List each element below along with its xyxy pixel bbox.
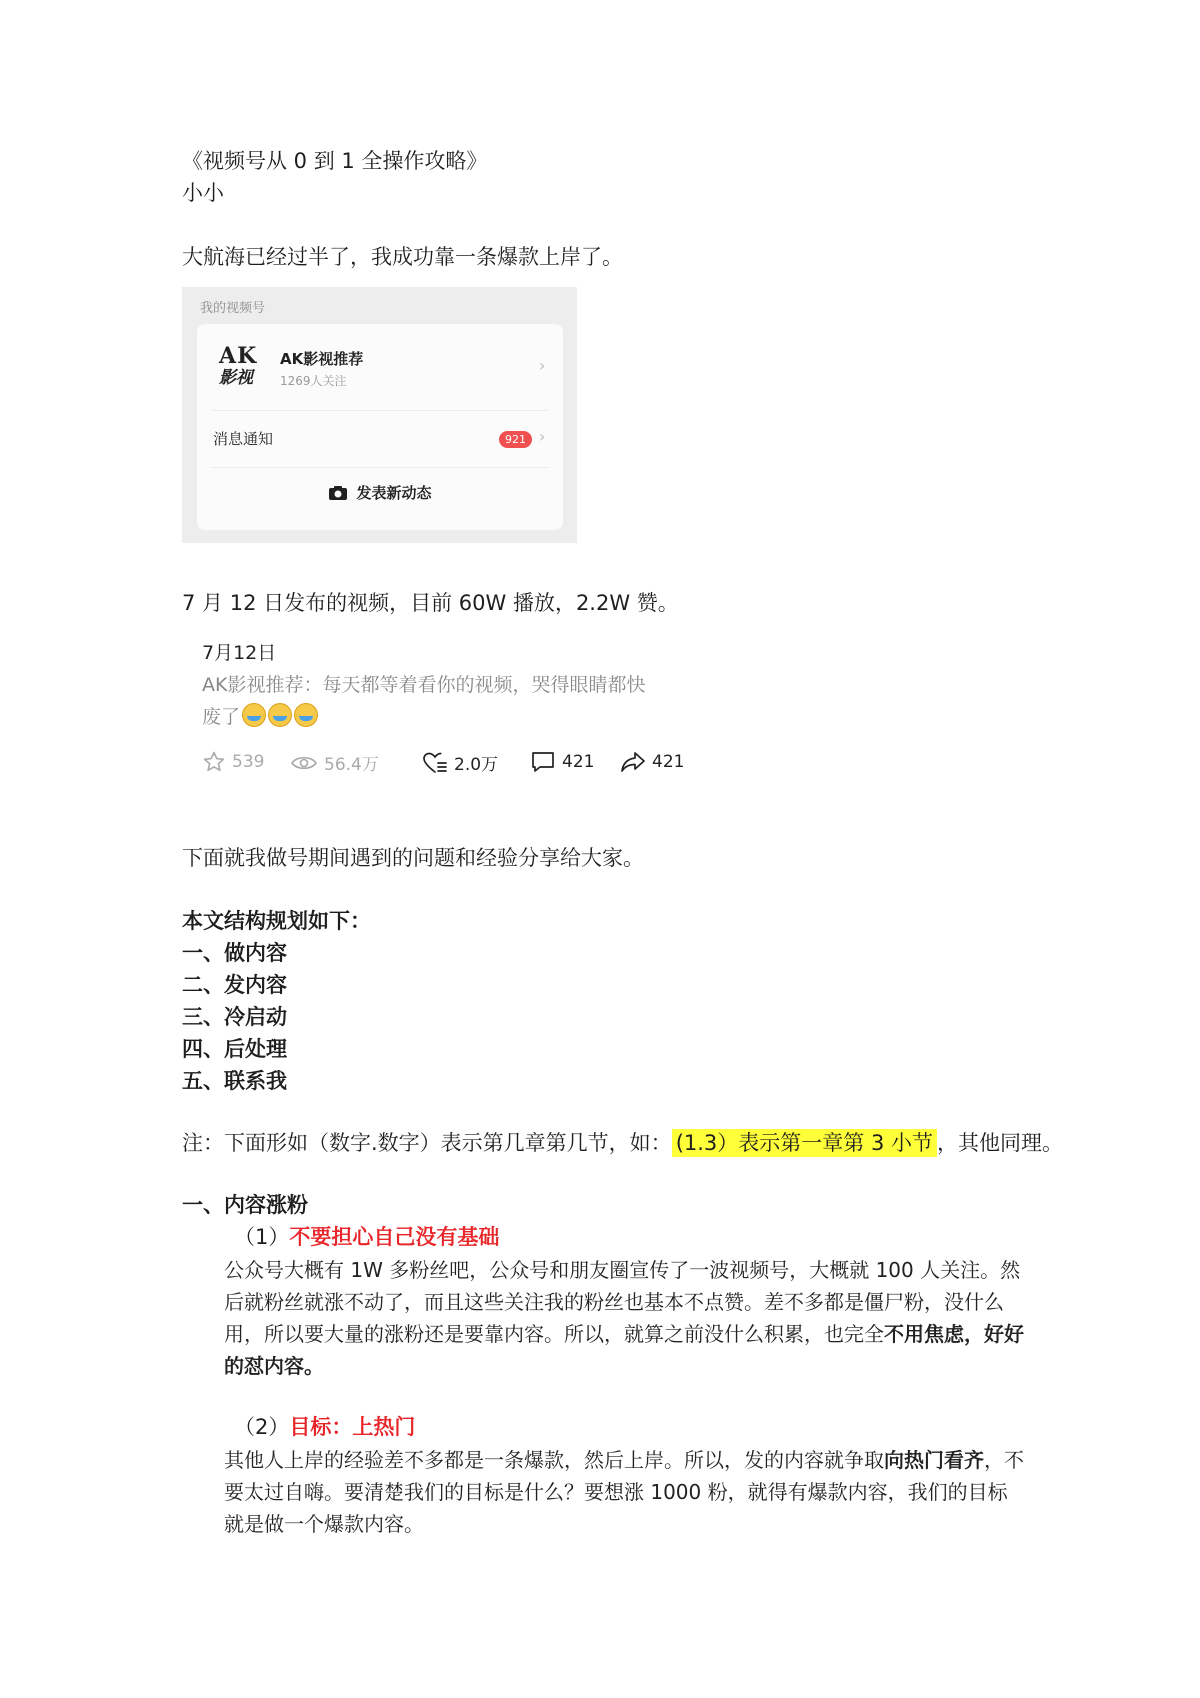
- post-comment-line1: AK影视推荐：每天都等着看你的视频，哭得眼睛都快: [202, 674, 646, 696]
- body-bold: 向热门看齐: [884, 1448, 984, 1472]
- structure-item: 一、做内容: [182, 941, 287, 965]
- logo-ak: AK: [219, 343, 258, 369]
- chevron-right-icon: ›: [539, 427, 546, 446]
- note-suffix: ，其他同理。: [937, 1131, 1063, 1155]
- post-date: 7月12日: [202, 642, 277, 664]
- subsection-number: （1）: [234, 1225, 290, 1249]
- stats-line: 7 月 12 日发布的视频，目前 60W 播放，2.2W 赞。: [182, 591, 679, 615]
- crying-emoji-icon: [242, 703, 266, 727]
- subsection-1-1-body: [224, 1254, 1024, 1382]
- post-screenshot: [182, 632, 702, 792]
- eye-icon: [290, 753, 318, 773]
- divider: [212, 410, 548, 411]
- notify-badge: 921: [499, 431, 532, 448]
- intro-text: 大航海已经过半了，我成功靠一条爆款上岸了。: [182, 245, 623, 269]
- view-stat: [290, 750, 379, 775]
- channel-screenshot: [182, 287, 577, 543]
- crying-emoji-icon: [294, 703, 318, 727]
- body-text: 公众号大概有 1W 多粉丝吧，公众号和朋友圈宣传了一波视频号，大概就 100 人关注。然后就粉丝就涨不动了，而且这些关注我的粉丝也基本不点赞。差不多都是僵尸粉，没什么用，所以要大量的涨粉还是要靠内容。所以，就算之前没什么积累，也完全: [224, 1258, 1021, 1346]
- favorite-count: 539: [232, 752, 265, 772]
- subsection-1-1-heading: [234, 1222, 499, 1252]
- star-icon: [202, 750, 226, 774]
- chevron-right-icon: ›: [539, 356, 546, 375]
- like-count: 2.0万: [454, 755, 499, 775]
- like-stat[interactable]: [422, 750, 498, 775]
- heart-icon: [422, 751, 448, 775]
- note-highlight: (1.3）表示第一章第 3 小节: [672, 1129, 937, 1157]
- share-stat[interactable]: [620, 750, 684, 774]
- channel-card: [197, 324, 563, 530]
- post-comment-text: 废了: [202, 706, 241, 728]
- share-line: 下面就我做号期间遇到的问题和经验分享给大家。: [182, 846, 644, 870]
- logo-yingshi: 影视: [219, 368, 253, 388]
- subsection-1-2-heading: [234, 1412, 415, 1442]
- note-line: [182, 1128, 1063, 1158]
- comment-count: 421: [562, 752, 595, 772]
- subsection-title: 不要担心自己没有基础: [289, 1225, 500, 1249]
- structure-heading: 本文结构规划如下：: [182, 909, 371, 933]
- post-new-button[interactable]: [197, 482, 563, 503]
- notify-label: 消息通知: [213, 430, 274, 448]
- subsection-number: （2）: [234, 1415, 290, 1439]
- comment-icon: [530, 750, 556, 774]
- subsection-1-2-body: [224, 1444, 1024, 1540]
- structure-item: 四、后处理: [182, 1037, 287, 1061]
- post-new-label: 发表新动态: [356, 484, 432, 502]
- channel-followers: 1269人关注: [280, 374, 347, 388]
- comment-stat[interactable]: [530, 750, 594, 774]
- crying-emoji-icon: [268, 703, 292, 727]
- note-prefix: 注：下面形如（数字.数字）表示第几章第几节，如：: [182, 1131, 672, 1155]
- channel-caption: 我的视频号: [200, 301, 266, 316]
- divider: [212, 467, 548, 468]
- structure-item: 三、冷启动: [182, 1005, 287, 1029]
- camera-icon: [328, 485, 348, 501]
- subsection-title: 目标：上热门: [289, 1415, 416, 1439]
- body-bold: 不用焦虑，好好的怼内容。: [224, 1322, 1024, 1378]
- structure-item: 二、发内容: [182, 973, 287, 997]
- section1-title: 一、内容涨粉: [182, 1193, 308, 1217]
- doc-author: 小小: [182, 181, 224, 205]
- share-count: 421: [652, 752, 685, 772]
- doc-title: 《视频号从 0 到 1 全操作攻略》: [182, 149, 488, 173]
- post-comment-line2: [202, 702, 318, 729]
- channel-name: AK影视推荐: [280, 350, 364, 368]
- body-text: 其他人上岸的经验差不多都是一条爆款，然后上岸。所以，发的内容就争取: [224, 1448, 884, 1472]
- share-icon: [620, 750, 646, 774]
- body-text: ，不要太过自嗨。要清楚我们的目标是什么？要想涨 1000 粉，就得有爆款内容，我们的目标就是做一个爆款内容。: [224, 1448, 1024, 1536]
- structure-item: 五、联系我: [182, 1069, 287, 1093]
- favorite-stat[interactable]: [202, 750, 264, 774]
- channel-logo: [219, 344, 263, 390]
- view-count: 56.4万: [324, 755, 379, 775]
